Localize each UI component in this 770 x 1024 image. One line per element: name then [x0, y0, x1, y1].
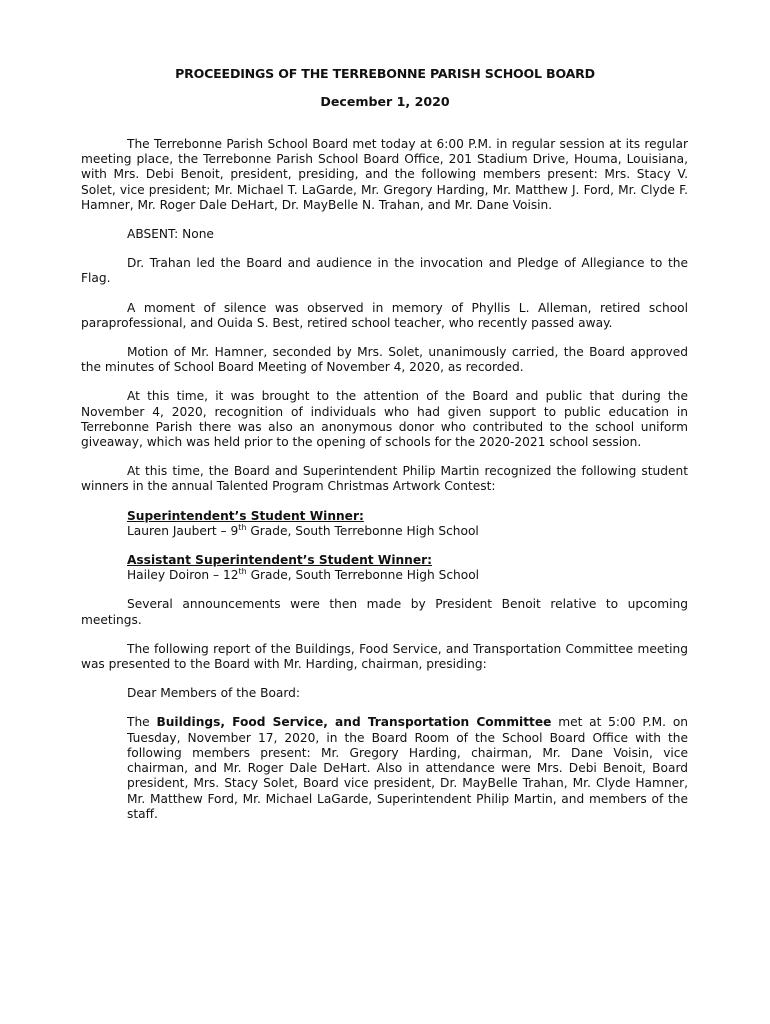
winner-school-text: Grade, South Terrebonne High School — [246, 523, 479, 538]
winner-block — [127, 509, 688, 539]
winner-grade-suffix: th — [238, 567, 247, 577]
paragraph-absent: ABSENT: None — [127, 227, 214, 242]
paragraph-opening: The Terrebonne Parish School Board met today at 6:00 P.M. in regular session at its regular meeting place, the Terrebonne Parish School Board Office, 201 Stadium Drive, Houma, Louisiana, with Mrs. Debi Benoit, president, presiding, and the following members present: Mrs. Stacy V. Solet, vice president; Mr. Michael T. LaGarde, Mr. Gregory Harding, Mr. Matthew J. Ford, Mr. Clyde F. Hamner, Mr. Roger Dale DeHart, Dr. MayBelle N. Trahan, and Mr. Dane Voisin. — [81, 137, 688, 212]
committee-report — [127, 686, 688, 822]
winner-heading: Superintendent’s Student Winner: — [127, 508, 364, 523]
report-body — [127, 715, 688, 821]
report-committee-name: Buildings, Food Service, and Transportation Committee — [156, 715, 552, 730]
winner-block — [127, 553, 688, 583]
paragraph-announcements: Several announcements were then made by President Benoit relative to upcoming meetings. — [81, 597, 688, 627]
paragraph-anonymous-donor: At this time, it was brought to the attention of the Board and public that during the November 4, 2020, recognition of individuals who had given support to public education in Terrebonne Parish there was also an anonymous donor who contributed to the school uniform giveaway, which was held prior to the opening of schools for the 2020-2021 school session. — [81, 389, 688, 450]
winner-name — [127, 524, 688, 539]
winner-name-text: Lauren Jaubert – 9 — [127, 523, 239, 538]
winner-heading: Assistant Superintendent’s Student Winner: — [127, 553, 433, 568]
meeting-date: December 1, 2020 — [320, 94, 450, 109]
winner-name — [127, 568, 688, 583]
report-body-text: met at 5:00 P.M. on Tuesday, November 17, 2020, in the Board Room of the School Board Office with the following members present: Mr. Gregory Harding, chairman, Mr. Dane Voisin, vice chairman, and Mr. Roger Dale DeHart. Also in attendance were Mrs. Debi Benoit, Board president, Mrs. Stacy Solet, Board vice president, Dr. MayBelle Trahan, Mr. Clyde Hamner, Mr. Matthew Ford, Mr. Michael LaGarde, Superintendent Philip Martin, and members of the staff. — [127, 715, 689, 821]
document-body — [81, 137, 688, 836]
page-title: PROCEEDINGS OF THE TERREBONNE PARISH SCHOOL BOARD — [175, 66, 595, 81]
winner-school-text: Grade, South Terrebonne High School — [246, 568, 480, 583]
paragraph-committee-report: The following report of the Buildings, Food Service, and Transportation Committee meeting was presented to the Board with Mr. Harding, chairman, presiding: — [81, 641, 688, 672]
winner-name-text: Hailey Doiron – 12 — [127, 568, 239, 583]
paragraph-invocation: Dr. Trahan led the Board and audience in the invocation and Pledge of Allegiance to the Flag. — [81, 256, 688, 286]
report-lead: The — [127, 715, 157, 730]
winner-grade-suffix: th — [238, 522, 247, 532]
paragraph-minutes-motion: Motion of Mr. Hamner, seconded by Mrs. Solet, unanimously carried, the Board approved the minutes of School Board Meeting of November 4, 2020, as recorded. — [81, 345, 688, 375]
paragraph-moment-of-silence: A moment of silence was observed in memory of Phyllis L. Alleman, retired school paraprofessional, and Ouida S. Best, retired school teacher, who recently passed away. — [81, 300, 688, 330]
report-salutation: Dear Members of the Board: — [127, 686, 301, 701]
paragraph-student-winners: At this time, the Board and Superintendent Philip Martin recognized the following student winners in the annual Talented Program Christmas Artwork Contest: — [81, 464, 688, 494]
